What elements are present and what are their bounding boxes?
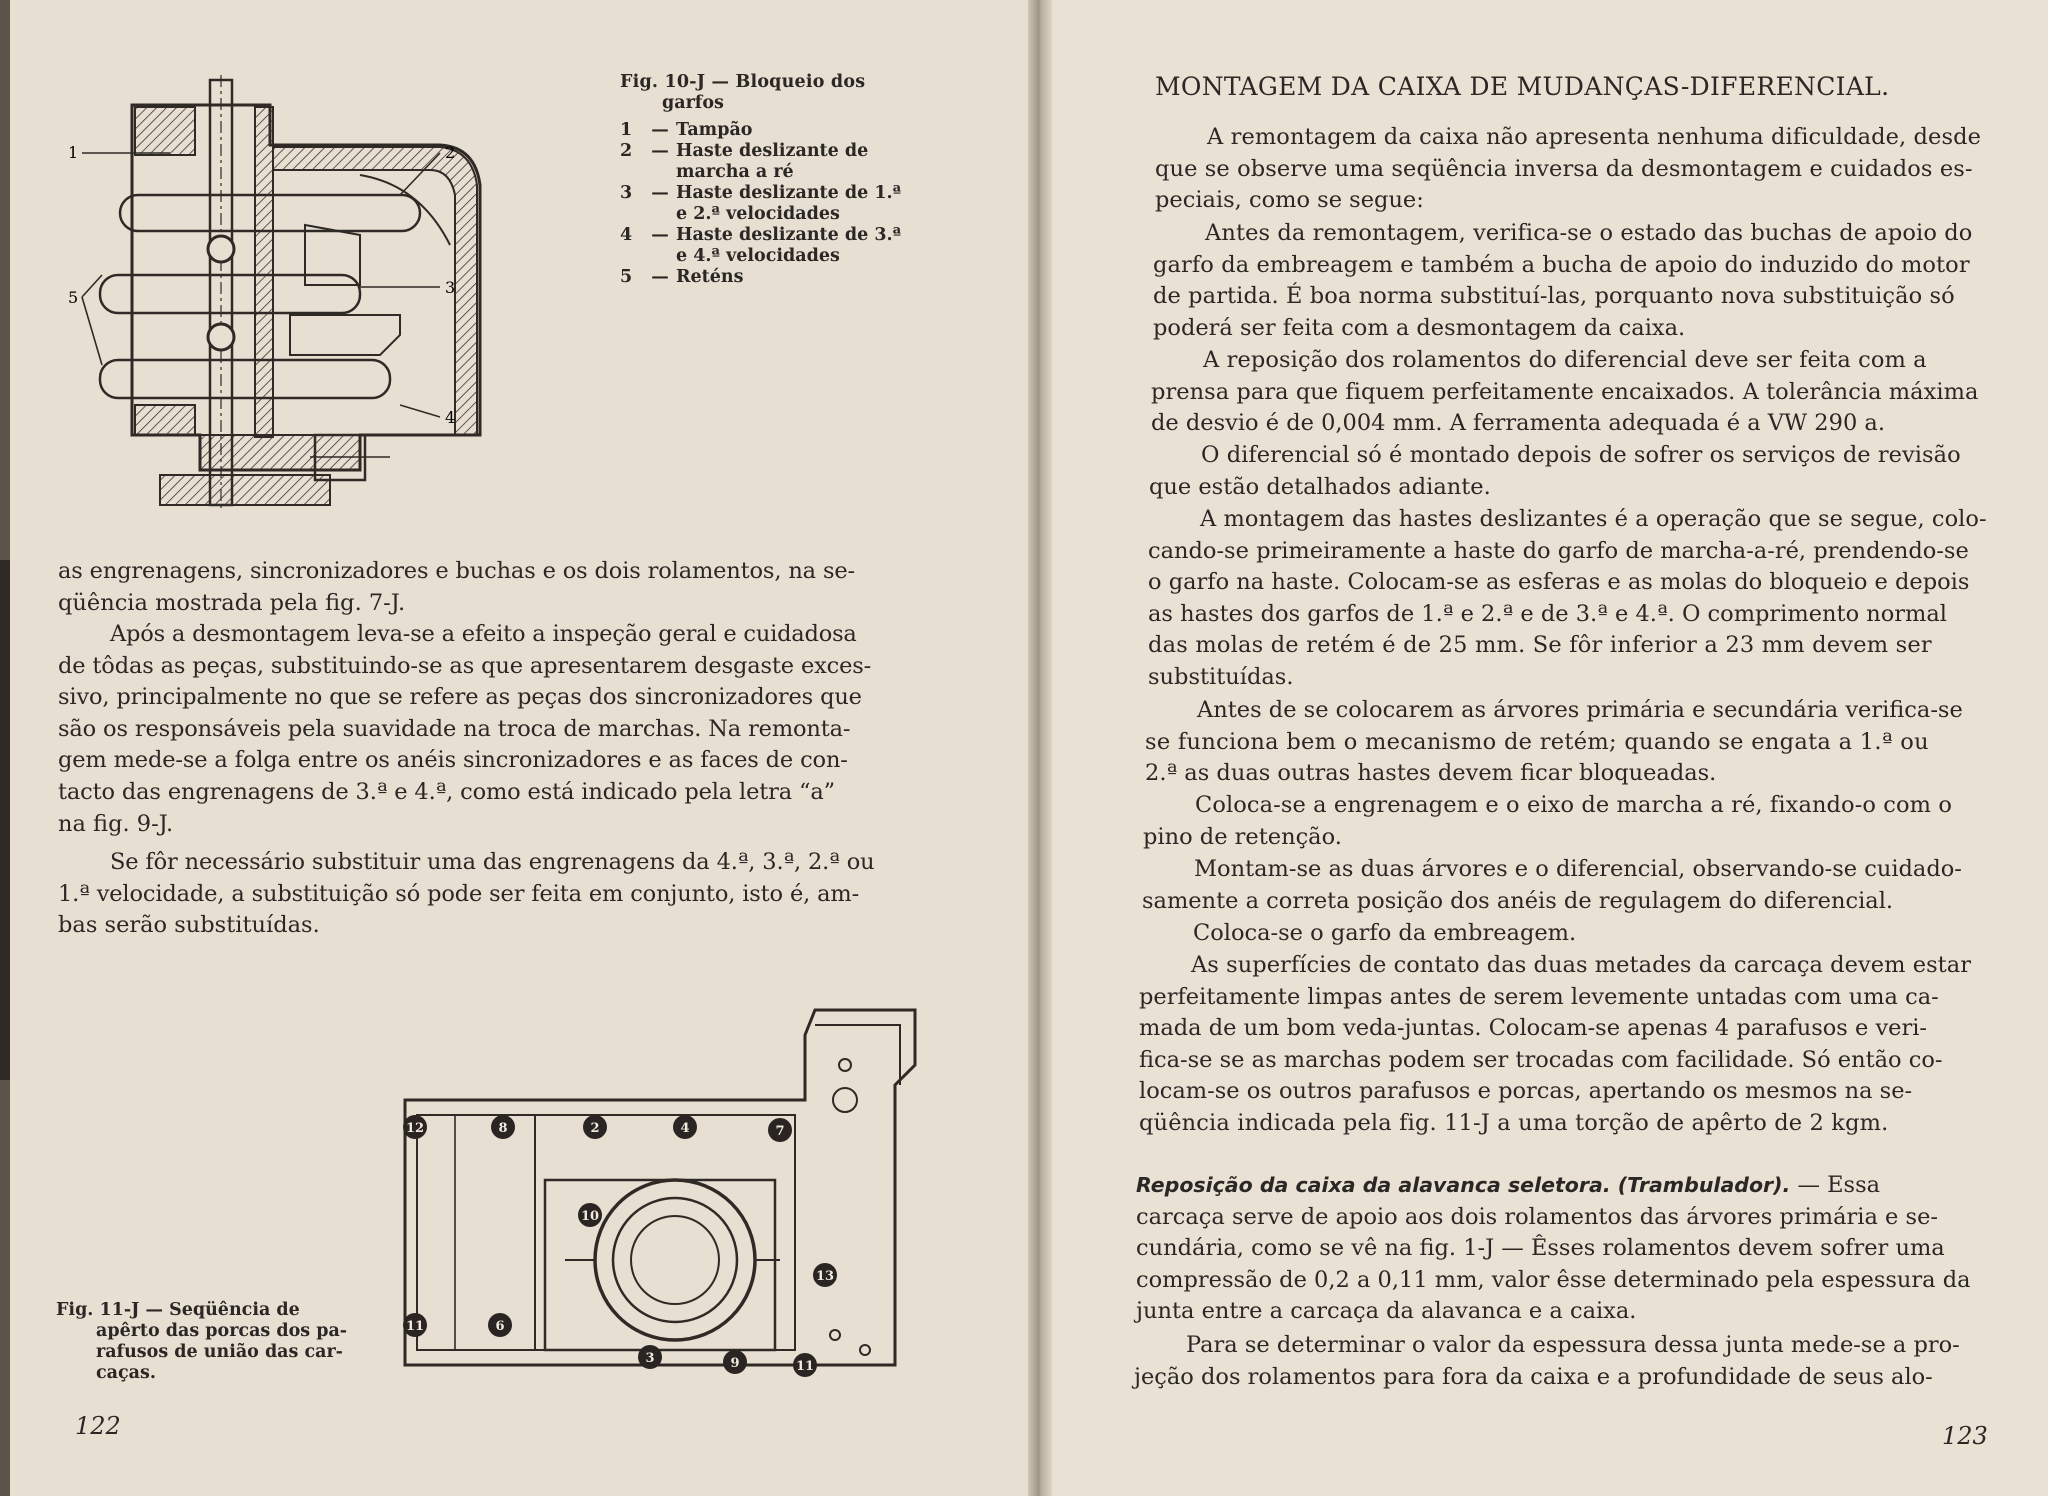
legend-num: 1 — [620, 120, 633, 140]
text-line: O diferencial só é montado depois de sofrer os serviços de revisão — [1201, 442, 1961, 468]
right-paragraph-10 — [1139, 950, 2015, 1140]
legend-text: marcha a ré — [676, 162, 794, 182]
bolt-marker — [403, 1313, 427, 1337]
text-line: qüência mostrada pela fig. 7-J. — [58, 589, 406, 616]
bolt-label: 11 — [405, 1319, 425, 1334]
bolt-marker — [813, 1263, 837, 1287]
text-line: mada de um bom veda-juntas. Colocam-se apenas 4 parafusos e veri- — [1139, 1015, 1928, 1042]
callout-3: 3 — [445, 278, 456, 297]
text-line: garfo da embreagem e também a bucha de apoio do induzido do motor — [1153, 251, 1970, 278]
text-line: se funciona bem o mecanismo de retém; quando se engata a 1.ª ou — [1145, 728, 1929, 755]
text-line: de desvio é de 0,004 mm. A ferramenta adequada é a VW 290 a. — [1151, 410, 1885, 437]
caption-line: Fig. 10-J — Bloqueio dos — [620, 72, 866, 92]
legend-item: 2 — Haste deslizante de marcha a ré — [620, 141, 869, 182]
text-line: 2.ª as duas outras hastes devem ficar bloqueadas. — [1145, 760, 1717, 787]
bolt-label: 7 — [775, 1124, 785, 1139]
callout-2: 2 — [445, 143, 456, 162]
text-line: são os responsáveis pela suavidade na troca de marchas. Na remonta- — [58, 715, 851, 742]
legend-item: 3 — Haste deslizante de 1.ª e 2.ª velocidades — [620, 183, 902, 224]
right-paragraph-5 — [1148, 504, 2024, 694]
text-line: samente a correta posição dos anéis de regulagem do diferencial. — [1142, 887, 1894, 914]
bolt-marker — [723, 1350, 747, 1374]
callout-5: 5 — [68, 288, 79, 307]
text-line: As superfícies de contato das duas metades da carcaça devem estar — [1191, 952, 1972, 978]
text-line: poderá ser feita com a desmontagem da caixa. — [1153, 314, 1686, 341]
caption-line: Fig. 11-J — Seqüência de — [56, 1300, 300, 1320]
text-line: junta entre a carcaça da alavanca e a caixa. — [1136, 1298, 1637, 1325]
text-line: de tôdas as peças, substituindo-se as que apresentarem desgaste exces- — [58, 652, 872, 679]
legend-text: e 2.ª velocidades — [676, 204, 840, 224]
legend-item: 1 — Tampão — [620, 120, 753, 140]
text-line: qüência indicada pela fig. 11-J a uma torção de apêrto de 2 kgm. — [1139, 1109, 1889, 1136]
bolt-label: 3 — [645, 1351, 655, 1366]
legend-text: Haste deslizante de — [676, 141, 869, 161]
text-line: fica-se se as marchas podem ser trocadas com facilidade. Só então co- — [1139, 1046, 1943, 1073]
text-line: Montam-se as duas árvores e o diferencial, observando-se cuidado- — [1194, 856, 1962, 882]
page-number-right: 123 — [1942, 1422, 1988, 1450]
bolt-marker — [673, 1115, 697, 1139]
text-line: 1.ª velocidade, a substituição só pode ser feita em conjunto, isto é, am- — [58, 880, 860, 907]
callout-1: 1 — [68, 143, 79, 162]
text-line: compressão de 0,2 a 0,11 mm, valor êsse determinado pela espessura da — [1136, 1266, 1971, 1293]
text-line: gem mede-se a folga entre os anéis sincronizadores e as faces de con- — [58, 747, 848, 774]
text-line: Para se determinar o valor da espessura dessa junta mede-se a pro- — [1186, 1332, 1960, 1358]
text-line: pino de retenção. — [1143, 823, 1342, 850]
bolt-label: 12 — [405, 1121, 425, 1136]
text-line: carcaça serve de apoio aos dois rolamentos das árvores primária e se- — [1136, 1203, 1938, 1230]
text-line: Após a desmontagem leva-se a efeito a inspeção geral e cuidadosa — [110, 621, 857, 647]
right-paragraph-1 — [1155, 122, 2031, 217]
fig-11j-caption — [56, 1300, 347, 1384]
bolt-marker — [491, 1115, 515, 1139]
callout-4: 4 — [445, 408, 456, 427]
text-line: jeção dos rolamentos para fora da caixa e a profundidade de seus alo- — [1134, 1363, 1933, 1390]
bolt-label: 11 — [795, 1359, 815, 1374]
legend-text: e 4.ª velocidades — [676, 246, 840, 266]
text-line: bas serão substituídas. — [58, 912, 320, 939]
text-line: Antes de se colocarem as árvores primária e secundária verifica-se — [1197, 697, 1963, 723]
right-paragraph-9 — [1141, 918, 2017, 950]
legend-num: 2 — [620, 141, 633, 161]
text-line: que estão detalhados adiante. — [1149, 473, 1491, 500]
text-line: A remontagem da caixa não apresenta nenhuma dificuldade, desde — [1207, 124, 1982, 150]
bolt-label: 2 — [590, 1121, 600, 1136]
caption-line: caças. — [96, 1363, 156, 1383]
caption-line: rafusos de união das car- — [96, 1342, 343, 1362]
bolt-label: 13 — [815, 1269, 835, 1284]
legend-text: Tampão — [676, 120, 753, 140]
page-edge-shadow — [0, 560, 10, 1080]
text-line: peciais, como se segue: — [1155, 187, 1424, 214]
text-line: A reposição dos rolamentos do diferencial deve ser feita com a — [1203, 347, 1927, 373]
text-line: cando-se primeiramente a haste do garfo de marcha-a-ré, prendendo-se — [1148, 537, 1969, 564]
text-line: locam-se os outros parafusos e porcas, apertando os mesmos na se- — [1139, 1078, 1913, 1105]
text-line: perfeitamente limpas antes de serem levemente untadas com uma ca- — [1139, 983, 1939, 1010]
subsection-heading: Reposição da caixa da alavanca seletora. (Trambulador). — [1136, 1173, 1791, 1197]
right-paragraph-3 — [1151, 345, 2027, 440]
bolt-label: 8 — [498, 1121, 508, 1136]
right-paragraph-2 — [1153, 218, 2029, 344]
text-line: A montagem das hastes deslizantes é a operação que se segue, colo- — [1200, 506, 1987, 532]
text-line: de partida. É boa norma substituí-las, porquanto nova substituição só — [1153, 283, 1955, 310]
text-line: substituídas. — [1148, 663, 1294, 690]
legend-num: 5 — [620, 267, 633, 287]
bolt-marker — [583, 1115, 607, 1139]
page-number-left: 122 — [75, 1412, 121, 1440]
text-fragment: — Essa — [1790, 1172, 1881, 1198]
bolt-marker — [768, 1118, 792, 1142]
fig-10j-caption — [620, 72, 865, 114]
right-paragraph-12 — [1134, 1330, 2010, 1393]
fig-11j-drawing — [395, 1005, 935, 1385]
text-line: que se observe uma seqüência inversa da desmontagem e cuidados es- — [1155, 155, 1973, 182]
text-line: Coloca-se a engrenagem e o eixo de marcha a ré, fixando-o com o — [1195, 792, 1952, 818]
text-line: o garfo na haste. Colocam-se as esferas e as molas do bloqueio e depois — [1148, 569, 1970, 596]
text-line: na fig. 9-J. — [58, 810, 174, 837]
text-line: Se fôr necessário substituir uma das engrenagens da 4.ª, 3.ª, 2.ª ou — [110, 849, 875, 875]
left-paragraph-2 — [58, 619, 932, 840]
fig-10j-legend — [620, 120, 938, 288]
bolt-label: 6 — [495, 1319, 505, 1334]
bolt-label: 10 — [580, 1209, 600, 1224]
bolt-label: 4 — [680, 1121, 690, 1136]
caption-line: garfos — [662, 93, 724, 113]
text-line — [1136, 1170, 2012, 1202]
book-spine — [1028, 0, 1052, 1496]
left-paragraph-1 — [58, 556, 932, 619]
bolt-marker — [403, 1115, 427, 1139]
legend-text: Haste deslizante de 3.ª — [676, 225, 902, 245]
text-line: Antes da remontagem, verifica-se o estado das buchas de apoio do — [1205, 220, 1973, 246]
right-paragraph-4 — [1149, 440, 2025, 503]
bolt-marker — [638, 1345, 662, 1369]
legend-item: 5 — Reténs — [620, 267, 744, 287]
text-line: as engrenagens, sincronizadores e buchas e os dois rolamentos, na se- — [58, 558, 855, 584]
text-line: prensa para que fiquem perfeitamente encaixados. A tolerância máxima — [1151, 378, 1979, 405]
bolt-marker — [578, 1203, 602, 1227]
legend-item: 4 — Haste deslizante de 3.ª e 4.ª velocidades — [620, 225, 902, 266]
right-paragraph-7 — [1143, 790, 2019, 853]
caption-line: apêrto das porcas dos pa- — [96, 1321, 348, 1341]
text-line: Coloca-se o garfo da embreagem. — [1193, 920, 1577, 946]
text-line: das molas de retém é de 25 mm. Se fôr inferior a 23 mm devem ser — [1148, 632, 1932, 659]
legend-text: Haste deslizante de 1.ª — [676, 183, 902, 203]
bolt-label: 9 — [730, 1356, 740, 1371]
right-paragraph-11 — [1136, 1170, 2012, 1328]
bolt-marker — [793, 1353, 817, 1377]
text-line: tacto das engrenagens de 3.ª e 4.ª, como está indicado pela letra “a” — [58, 778, 835, 805]
left-paragraph-3 — [58, 847, 932, 942]
right-paragraph-6 — [1145, 695, 2021, 790]
legend-num: 3 — [620, 183, 633, 203]
right-paragraph-8 — [1142, 854, 2018, 917]
bolt-marker — [488, 1313, 512, 1337]
text-line: as hastes dos garfos de 1.ª e 2.ª e de 3.ª e 4.ª. O comprimento normal — [1148, 600, 1948, 627]
text-line: cundária, como se vê na fig. 1-J — Êsses rolamentos devem sofrer uma — [1136, 1235, 1945, 1262]
section-title: MONTAGEM DA CAIXA DE MUDANÇAS-DIFERENCIAL. — [1155, 72, 1890, 101]
legend-text: Reténs — [676, 267, 744, 287]
legend-num: 4 — [620, 225, 633, 245]
fig-10j-drawing — [60, 75, 540, 515]
text-line: sivo, principalmente no que se refere as peças dos sincronizadores que — [58, 684, 862, 711]
